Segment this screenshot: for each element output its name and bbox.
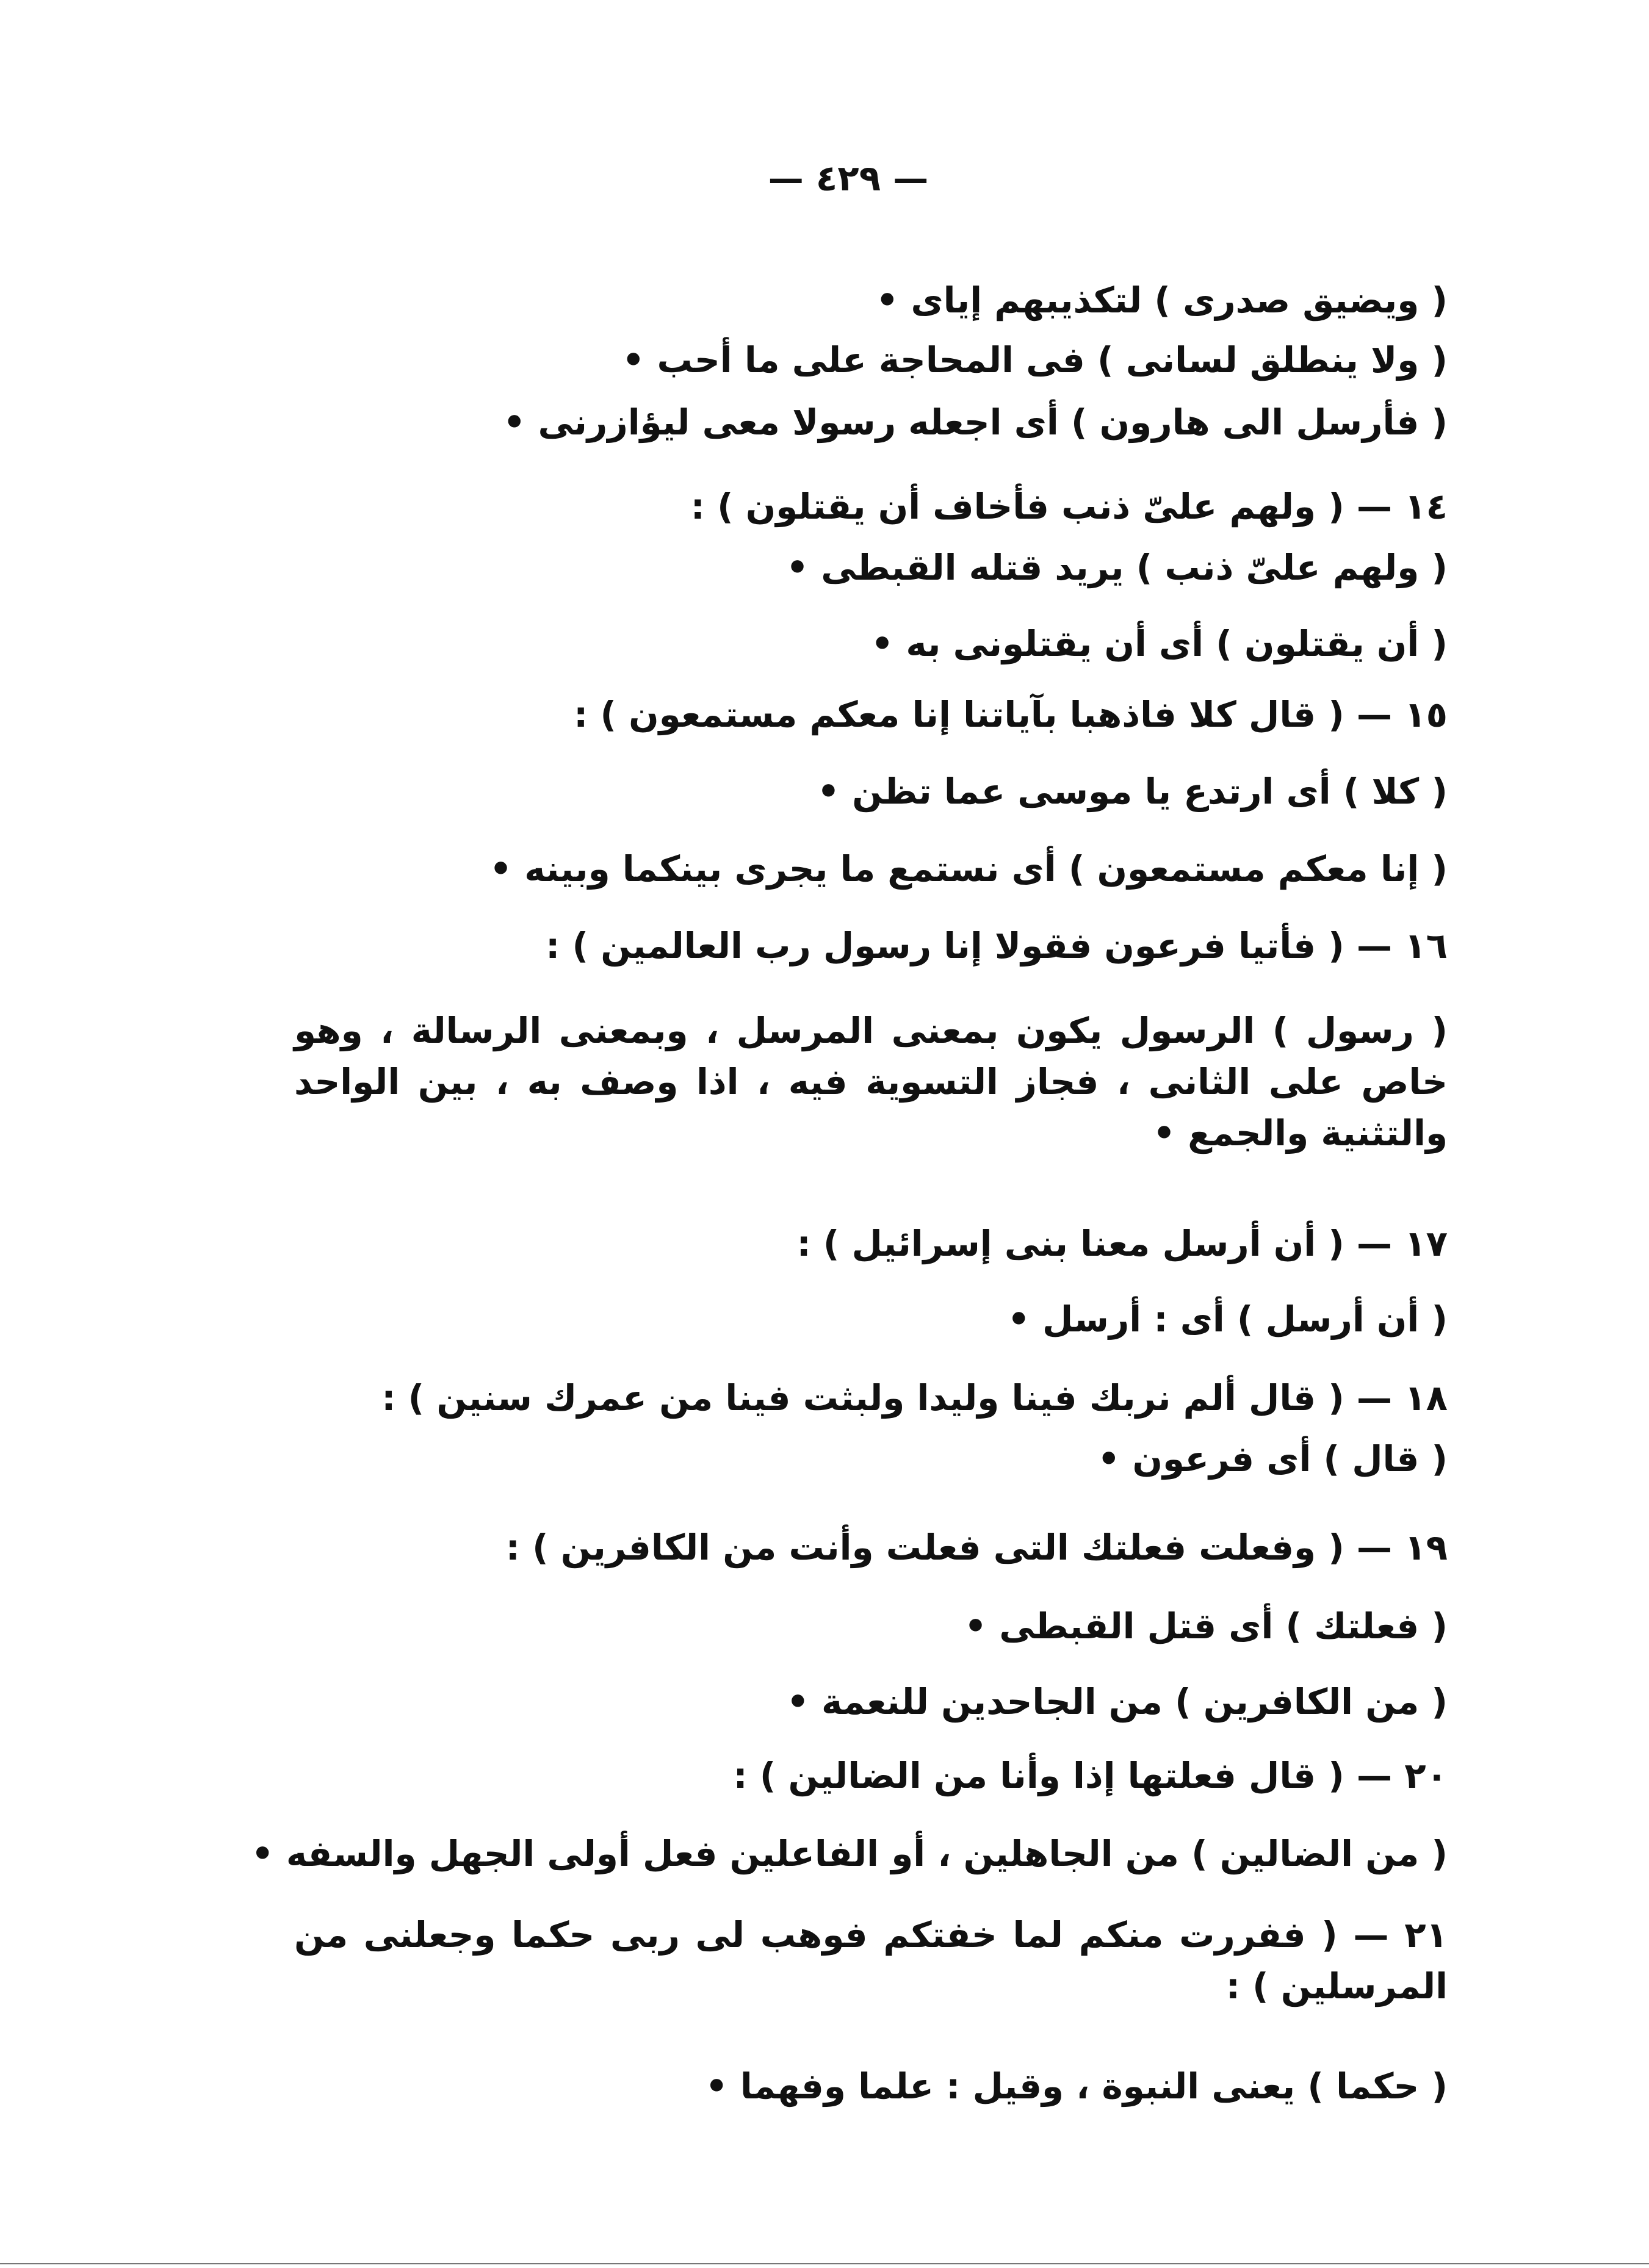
text-line-17: ١٧ — ( أن أرسل معنا بنى إسرائيل ) : <box>796 1223 1448 1264</box>
text-line-22: ( فعلتك ) أى قتل القبطى • <box>964 1605 1448 1647</box>
commentary-paragraph-rasool: ( رسول ) الرسول يكون بمعنى المرسل ، وبمعنى الرسالة ، وهو خاص على الثانى ، فجاز التسوية فيه ، اذا وصف به ، بين الواحد والتثنية والجمع • <box>294 1010 1448 1154</box>
text-line-9: ( إنا معكم مستمعون ) أى نستمع ما يجرى بينكما وبينه • <box>489 848 1448 890</box>
page-bottom-border <box>0 2263 1649 2264</box>
text-line-21: ١٩ — ( وفعلت فعلتك التى فعلت وأنت من الكافرين ) : <box>505 1527 1448 1568</box>
text-line-last: ( حكما ) يعنى النبوة ، وقيل : علما وفهما • <box>705 2065 1448 2107</box>
text-line-3: ( فأرسل الى هارون ) أى اجعله رسولا معى ليؤازرنى • <box>503 401 1448 443</box>
text-line-1: ( ويضيق صدرى ) لتكذيبهم إياى • <box>876 279 1448 321</box>
text-line-5: ( ولهم علىّ ذنب ) يريد قتله القبطى • <box>785 547 1448 588</box>
text-line-10: ١٦ — ( فأتيا فرعون فقولا إنا رسول رب العالمين ) : <box>546 925 1448 967</box>
text-line-2: ( ولا ينطلق لسانى ) فى المحاجة على ما أحب • <box>622 339 1448 381</box>
text-line-23: ( من الكافرين ) من الجاحدين للنعمة • <box>786 1681 1448 1723</box>
text-line-25: ( من الضالين ) من الجاهلين ، أو الفاعلين فعل أولى الجهل والسفه • <box>251 1833 1448 1874</box>
page-number: — ٤٢٩ — <box>768 157 929 199</box>
text-line-19: ١٨ — ( قال ألم نربك فينا وليدا ولبثت فينا من عمرك سنين ) : <box>381 1377 1448 1419</box>
text-line-24: ٢٠ — ( قال فعلتها إذا وأنا من الضالين ) : <box>733 1755 1448 1796</box>
text-line-8: ( كلا ) أى ارتدع يا موسى عما تظن • <box>817 771 1448 812</box>
text-line-18: ( أن أرسل ) أى : أرسل • <box>1007 1298 1448 1340</box>
commentary-paragraph-21: ٢١ — ( ففررت منكم لما خفتكم فوهب لى ربى حكما وجعلنى من المرسلين ) : <box>294 1914 1448 2007</box>
text-line-7: ١٥ — ( قال كلا فاذهبا بآياتنا إنا معكم مستمعون ) : <box>574 694 1448 735</box>
text-line-4: ١٤ — ( ولهم علىّ ذنب فأخاف أن يقتلون ) : <box>690 486 1448 527</box>
text-line-6: ( أن يقتلون ) أى أن يقتلونى به • <box>871 623 1448 664</box>
text-line-20: ( قال ) أى فرعون • <box>1097 1438 1448 1480</box>
